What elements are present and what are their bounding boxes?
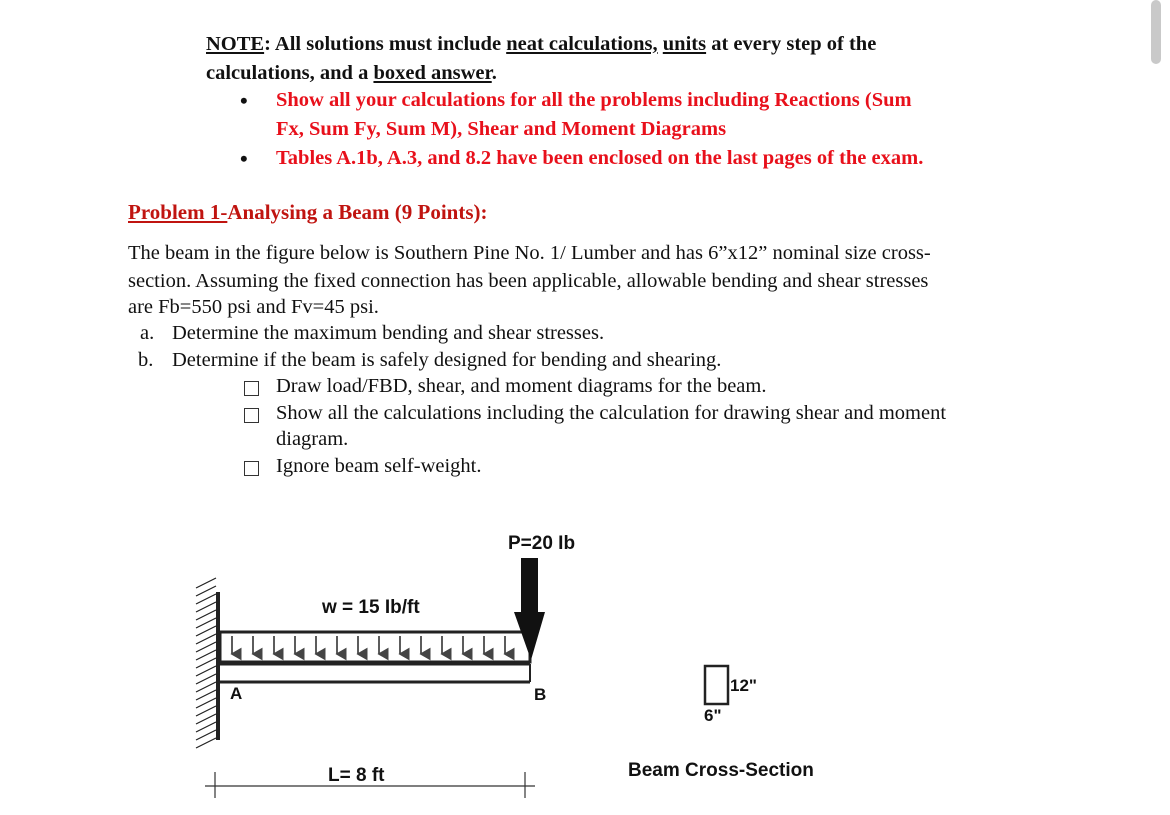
note-text-end: at every step of the [706, 33, 877, 55]
cross-section-rect [705, 666, 728, 704]
bullet-1-line-2: Fx, Sum Fy, Sum M), Shear and Moment Diagrams [276, 118, 727, 140]
support-a-label: A [230, 684, 243, 703]
problem-para-line-2: section. Assuming the fixed connection has been applicable, allowable bending and shear stresses [128, 270, 929, 292]
note-emphasis-boxed: boxed answer [373, 62, 492, 84]
problem-heading-underlined: Problem 1- [128, 200, 228, 224]
distributed-load-label: w = 15 Ib/ft [322, 597, 420, 618]
problem-heading-rest: Analysing a Beam (9 Points): [227, 200, 488, 224]
note-emphasis-calculations: neat calculations, [506, 33, 658, 55]
section-width-label: 6" [704, 706, 722, 725]
item-b-text: Determine if the beam is safely designed for bending and shearing. [172, 349, 722, 371]
checklist-1: Draw load/FBD, shear, and moment diagrams for the beam. [276, 375, 767, 397]
beam [220, 664, 530, 682]
checklist-2-line-1: Show all the calculations including the calculation for drawing shear and moment [276, 402, 947, 424]
item-a-text: Determine the maximum bending and shear stresses. [172, 322, 605, 344]
section-height-label: 12" [730, 676, 757, 695]
point-load-arrow [514, 558, 545, 660]
note-period: . [491, 62, 497, 84]
checklist-3: Ignore beam self-weight. [276, 455, 482, 477]
bullet-2-line-1: Tables A.1b, A.3, and 8.2 have been enclosed on the last pages of the exam. [276, 147, 924, 169]
bullet-dot-icon: • [240, 146, 248, 171]
point-load-label: P=20 Ib [508, 533, 576, 554]
note-line2-text: calculations, and a [206, 62, 374, 84]
item-b-marker: b. [138, 349, 154, 371]
checklist-2-line-2: diagram. [276, 428, 349, 450]
note-text: : All solutions must include [264, 33, 507, 55]
problem-para-line-3: are Fb=550 psi and Fv=45 psi. [128, 296, 379, 318]
distributed-load [220, 632, 530, 662]
note-emphasis-units: units [662, 33, 707, 55]
end-b-label: B [534, 685, 547, 704]
section-caption: Beam Cross-Section [628, 760, 814, 781]
note-label: NOTE [206, 33, 265, 55]
item-a-marker: a. [140, 322, 155, 344]
fixed-support [196, 578, 220, 748]
problem-para-line-1: The beam in the figure below is Southern Pine No. 1/ Lumber and has 6”x12” nominal size cross- [128, 242, 931, 264]
bullet-dot-icon: • [240, 88, 248, 113]
bullet-1-line-1: Show all your calculations for all the problems including Reactions (Sum [276, 89, 912, 111]
length-label: L= 8 ft [328, 765, 385, 786]
